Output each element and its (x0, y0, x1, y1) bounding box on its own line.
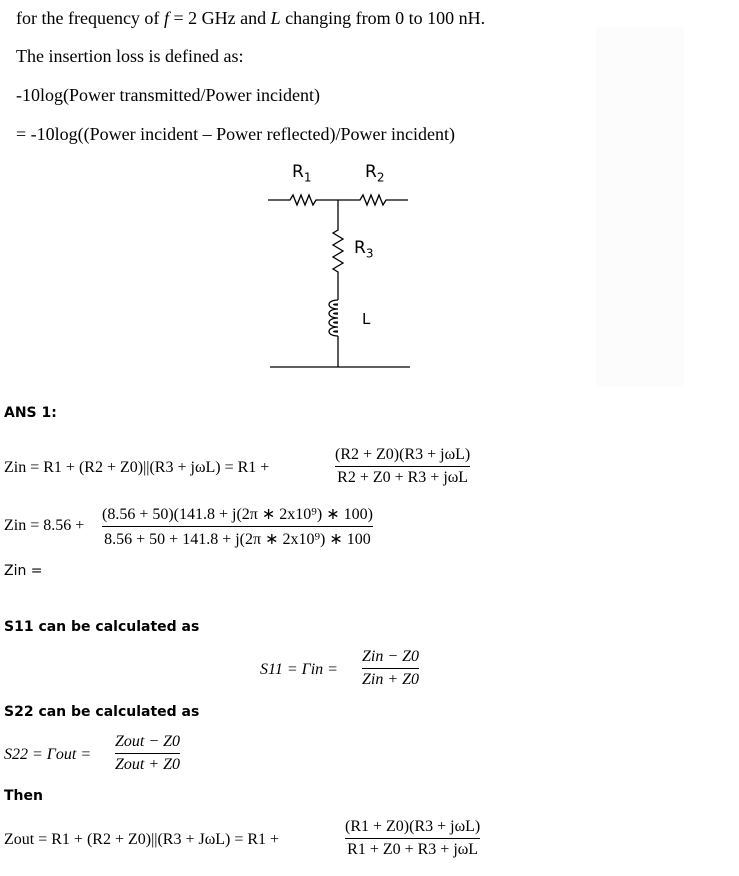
zout-fraction (345, 818, 480, 859)
insertion-loss-formula: -10log(Power transmitted/Power incident) (16, 85, 320, 105)
zout-numerator: (R1 + Z0)(R3 + jωL) (345, 818, 481, 835)
s22-denominator: Zout + Z0 (115, 756, 181, 773)
zin-result: Zin = (4, 563, 43, 579)
zout-equation-lhs: Zout = R1 + (R2 + Z0)||(R3 + JωL) = R1 + (4, 831, 280, 848)
zin-equation-lhs: Zin = R1 + (R2 + Z0)||(R3 + jωL) = R1 + (4, 459, 270, 476)
zin-numeric-lhs: Zin = 8.56 + (4, 517, 85, 534)
zout-denominator: R1 + Z0 + R3 + jωL (347, 841, 479, 858)
inductor-l (329, 300, 338, 336)
ans-heading: ANS 1: (4, 405, 57, 421)
s11-denominator: Zin + Z0 (362, 671, 420, 688)
tee-network-circuit (262, 160, 422, 375)
then-heading: Then (4, 788, 43, 804)
zin-numerator: (R2 + Z0)(R3 + jωL) (335, 446, 471, 463)
intro-text: changing from 0 to 100 nH. (280, 8, 486, 28)
s22-heading: S22 can be calculated as (4, 704, 200, 720)
s11-heading: S11 can be calculated as (4, 619, 200, 635)
r3-label: $R_3$ (354, 238, 374, 261)
s22-equation-lhs: S22 = Γout = (4, 746, 92, 763)
s11-equation-lhs: S11 = Γin = (260, 661, 338, 678)
symbol-L: L (270, 8, 281, 28)
r2-label: $R_2$ (365, 162, 385, 185)
insertion-loss-definition: The insertion loss is defined as: (16, 46, 244, 66)
insertion-loss-formula-expanded: = -10log((Power incident – Power reflected)/Power incident) (16, 124, 456, 144)
r1-label: $R_1$ (292, 162, 312, 185)
intro-line-frequency (16, 8, 485, 29)
s22-fraction (115, 733, 180, 774)
zin-numeric-denominator: 8.56 + 50 + 141.8 + j(2π ∗ 2x10⁹) ∗ 100 (104, 531, 371, 548)
l-label: L (362, 310, 371, 328)
zin-numeric-fraction (102, 504, 373, 549)
s11-fraction (362, 648, 419, 689)
zin-fraction (335, 446, 470, 487)
r3-resistor (333, 200, 343, 300)
r2-resistor (338, 195, 408, 205)
s11-numerator: Zin − Z0 (362, 648, 420, 665)
symbol-f: f (163, 8, 169, 28)
zin-numeric-numerator: (8.56 + 50)(141.8 + j(2π ∗ 2x10⁹) ∗ 100) (102, 506, 373, 523)
intro-text: = 2 GHz and (168, 8, 271, 28)
intro-text: for the frequency of (16, 8, 164, 28)
s22-numerator: Zout − Z0 (115, 733, 181, 750)
r1-resistor (268, 195, 338, 205)
background-panel (596, 26, 684, 386)
zin-denominator: R2 + Z0 + R3 + jωL (337, 469, 469, 486)
